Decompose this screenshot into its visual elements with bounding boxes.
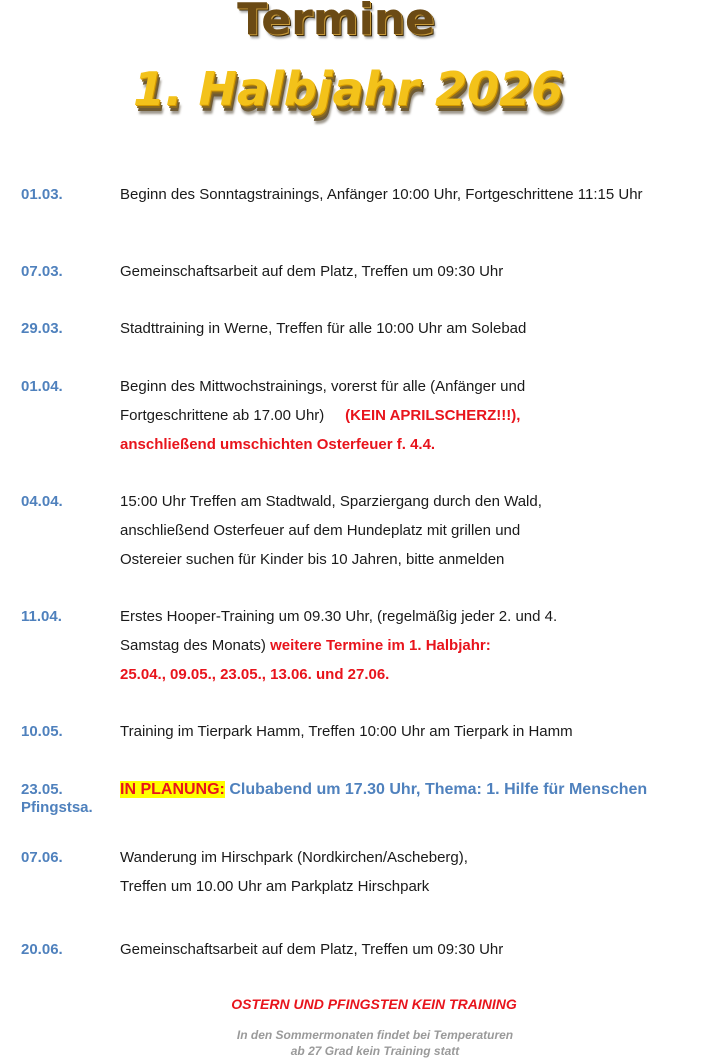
event-text: anschließend Osterfeuer auf dem Hundeplatz mit grillen und <box>120 522 521 539</box>
summer-notice-line: ab 27 Grad kein Training statt <box>290 1044 460 1058</box>
event-text: Beginn des Mittwochstrainings, vorerst für alle (Anfänger und <box>120 378 526 395</box>
event-date: 07.03. <box>21 263 63 280</box>
event-highlight-line: 25.04., 09.05., 23.05., 13.06. und 27.06. <box>120 666 390 683</box>
event-text: Fortgeschrittene ab 17.00 Uhr) <box>120 407 325 424</box>
event-text: Clubabend um 17.30 Uhr, Thema: 1. Hilfe für Menschen <box>224 781 648 798</box>
event-text: Ostereier suchen für Kinder bis 10 Jahren, bitte anmelden <box>120 551 505 568</box>
no-training-notice: OSTERN UND PFINGSTEN KEIN TRAINING <box>231 996 517 1012</box>
event-highlight: (KEIN APRILSCHERZ!!!), <box>345 407 521 424</box>
event-text: Gemeinschaftsarbeit auf dem Platz, Treffen um 09:30 Uhr <box>120 941 504 958</box>
summer-notice-line: In den Sommermonaten findet bei Temperaturen <box>236 1028 514 1042</box>
event-date: 11.04. <box>21 608 62 625</box>
event-text: Beginn des Sonntagstrainings, Anfänger 10:00 Uhr, Fortgeschrittene 11:15 Uhr <box>120 186 643 203</box>
event-date: 01.04. <box>21 378 63 395</box>
planning-marker: IN PLANUNG: <box>120 781 225 798</box>
event-text: Treffen um 10.00 Uhr am Parkplatz Hirschpark <box>120 878 430 895</box>
summer-notice <box>0 1027 724 1059</box>
event-highlight-line: anschließend umschichten Osterfeuer f. 4.4. <box>120 436 436 453</box>
event-text: Wanderung im Hirschpark (Nordkirchen/Ascheberg), <box>120 849 468 866</box>
page-subtitle: 1. Halbjahr 2026 <box>132 62 563 116</box>
event-text: Stadttraining in Werne, Treffen für alle 10:00 Uhr am Solebad <box>120 320 527 337</box>
event-date-sub: Pfingstsa. <box>21 799 93 816</box>
event-text: Samstag des Monats) <box>120 637 266 654</box>
event-date: 10.05. <box>21 723 63 740</box>
event-text: Erstes Hooper-Training um 09.30 Uhr, (regelmäßig jeder 2. und 4. <box>120 608 558 625</box>
event-date: 04.04. <box>21 493 63 510</box>
event-text: Gemeinschaftsarbeit auf dem Platz, Treffen um 09:30 Uhr <box>120 263 504 280</box>
event-date: 01.03. <box>21 186 63 203</box>
event-text: 15:00 Uhr Treffen am Stadtwald, Sparziergang durch den Wald, <box>120 493 542 510</box>
event-text: Training im Tierpark Hamm, Treffen 10:00 Uhr am Tierpark in Hamm <box>120 723 573 740</box>
event-date: 29.03. <box>21 320 63 337</box>
event-date: 07.06. <box>21 849 63 866</box>
event-date: 23.05. <box>21 781 63 798</box>
event-highlight: weitere Termine im 1. Halbjahr: <box>270 637 491 654</box>
page-title: Termine <box>237 0 435 45</box>
event-date: 20.06. <box>21 941 63 958</box>
